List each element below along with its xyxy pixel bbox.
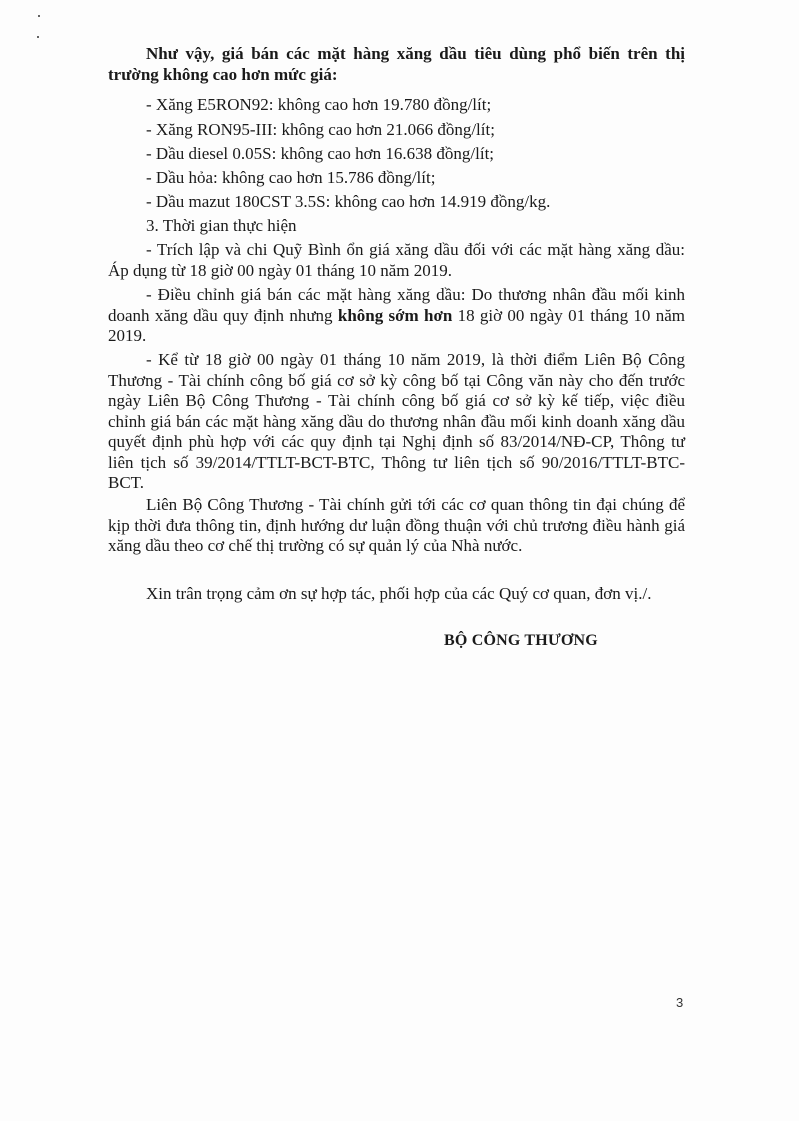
paragraph-thanks: Xin trân trọng cảm ơn sự hợp tác, phối hợp của các Quý cơ quan, đơn vị./. — [146, 584, 652, 603]
section-heading: 3. Thời gian thực hiện — [146, 216, 297, 235]
paragraph-fund: - Trích lập và chi Quỹ Bình ổn giá xăng dầu đối với các mặt hàng xăng dầu: Áp dụng từ 18 giờ 00 ngày 01 tháng 10 năm 2019. — [108, 240, 685, 280]
paragraph-effective: - Kể từ 18 giờ 00 ngày 01 tháng 10 năm 2019, là thời điểm Liên Bộ Công Thương - Tài chính công bố giá cơ sở kỳ công bố tại Công văn này cho đến trước ngày Liên Bộ Công Thương - Tài chính công bố giá cơ sở kỳ kế tiếp, việc điều chỉnh giá bán các mặt hàng xăng dầu do thương nhân đầu mối kinh doanh xăng dầu quyết định phù hợp với các quy định tại Nghị định số 83/2014/NĐ-CP, Thông tư liên tịch số 39/2014/TTLT-BCT-BTC, Thông tư liên tịch số 90/2016/TTLT-BTC-BCT. — [108, 350, 685, 492]
price-item-e5ron92: - Xăng E5RON92: không cao hơn 19.780 đồng/lít; — [146, 95, 492, 114]
paragraph-media: Liên Bộ Công Thương - Tài chính gửi tới các cơ quan thông tin đại chúng để kịp thời đưa thông tin, định hướng dư luận đồng thuận với chủ trương điều hành giá xăng dầu theo cơ chế thị trường có sự quản lý của Nhà nước. — [108, 495, 685, 555]
price-item-diesel: - Dầu diesel 0.05S: không cao hơn 16.638 đồng/lít; — [146, 144, 495, 163]
paragraph-adjust-text: - Điều chỉnh giá bán các mặt hàng xăng dầu: Do thương nhân đầu mối kinh doanh xăng dầu quy định nhưng — [108, 285, 685, 325]
scan-speck — [38, 15, 40, 17]
scan-speck — [37, 36, 39, 38]
paragraph-adjust-text-end: 18 giờ 00 ngày 01 tháng 10 năm 2019. — [108, 305, 685, 345]
paragraph-adjust — [108, 285, 685, 347]
page-number: 3 — [676, 995, 684, 1010]
paragraph-adjust-emphasis: không sớm hơn — [337, 305, 453, 325]
price-summary-intro: Như vậy, giá bán các mặt hàng xăng dầu tiêu dùng phổ biến trên thị trường không cao hơn mức giá: — [108, 44, 685, 84]
price-item-kerosene: - Dầu hỏa: không cao hơn 15.786 đồng/lít; — [146, 168, 436, 187]
price-item-ron95: - Xăng RON95-III: không cao hơn 21.066 đồng/lít; — [146, 120, 495, 139]
price-item-mazut: - Dầu mazut 180CST 3.5S: không cao hơn 14.919 đồng/kg. — [146, 192, 551, 211]
signature-ministry: BỘ CÔNG THƯƠNG — [444, 632, 598, 649]
